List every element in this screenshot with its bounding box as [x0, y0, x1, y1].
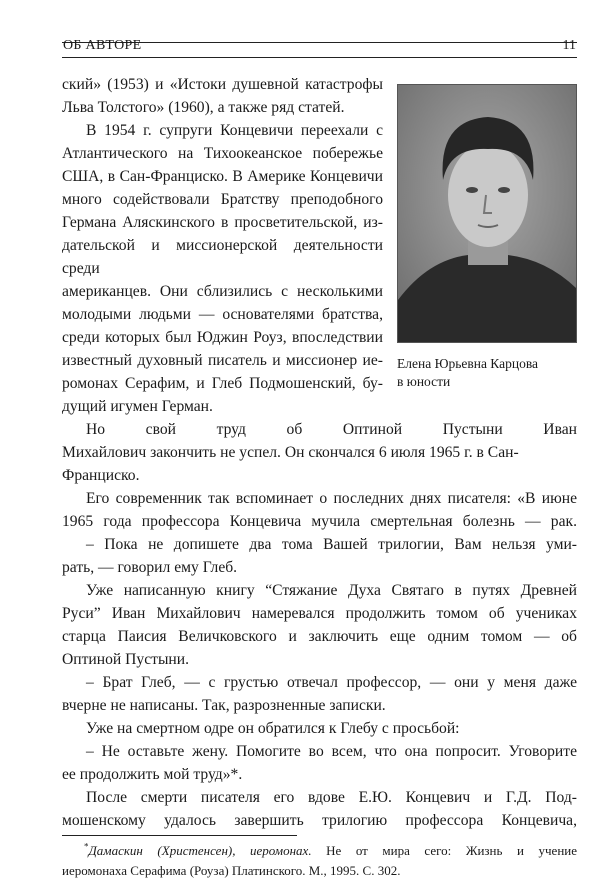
text-line: много содействовали Братству преподобного [62, 191, 383, 208]
text-line: дущий игумен Герман. [62, 398, 213, 415]
running-header-title: ОБ АВТОРЕ [63, 38, 142, 53]
text-line: известный духовный писатель и миссионер ие- [62, 352, 383, 369]
footnote-marker: * [84, 841, 89, 852]
text-line: Льва Толстого» (1960), а также ряд статей. [62, 99, 345, 116]
text-line: – Не оставьте жену. Помогите во всем, что она попросит. Уговорите [86, 743, 577, 760]
text-line: мошенскому удалось завершить трилогию профессора Концевича, [62, 812, 577, 829]
photo-caption [397, 355, 577, 391]
footnote-author: Дамаскин (Христенсен), иеромонах. [88, 843, 312, 858]
text-line: 1965 года профессора Концевича мучила смертельная болезнь — рак. [62, 513, 577, 530]
page-number: 11 [562, 38, 576, 53]
text-line: ский» (1953) и «Истоки душевной катастрофы [62, 76, 383, 93]
portrait-image [398, 85, 577, 343]
text-line: Его современник так вспоминает о последних днях писателя: «В июне [86, 490, 577, 507]
caption-line: Елена Юрьевна Карцова [397, 356, 539, 371]
text-line: США, в Сан-Франциско. В Америке Концевичи [62, 168, 383, 185]
text-line: среди которых был Юджин Роуз, впоследствии [62, 329, 383, 346]
text-line: Уже написанную книгу “Стяжание Духа Святаго в путях Древней [86, 582, 577, 599]
text-line: Франциско. [62, 467, 140, 484]
caption-line: в юности [397, 374, 451, 389]
text-line: рать, — говорил ему Глеб. [62, 559, 238, 576]
text-line: Михайлович закончить не успел. Он скончался 6 июля 1965 г. в Сан- [62, 444, 519, 461]
text-line: Но свой труд об Оптиной Пустыни Иван [86, 421, 577, 438]
text-line: После смерти писателя его вдове Е.Ю. Концевич и Г.Д. Под- [86, 789, 577, 806]
text-line: Оптиной Пустыни. [62, 651, 190, 668]
text-line: В 1954 г. супруги Концевичи переехали с [86, 122, 383, 139]
header-bottom-rule [62, 57, 577, 58]
text-line: старца Паисия Величковского и заключить еще одним томом — об [62, 628, 577, 645]
text-line: Германа Аляскинского в просветительской, из- [62, 214, 383, 231]
text-line: вчерне не написаны. Так, разрозненные записки. [62, 697, 386, 714]
text-line: дательской и миссионерской деятельности среди [62, 237, 383, 277]
footnote-rule [62, 835, 297, 836]
portrait-photo [397, 84, 577, 343]
text-line: американцев. Они сблизились с несколькими [62, 283, 383, 300]
text-line: – Пока не допишете два тома Вашей трилогии, Вам нельзя уми- [86, 536, 577, 553]
text-line: ее продолжить мой труд»*. [62, 766, 243, 783]
text-line: ромонах Серафим, и Глеб Подмошенский, бу- [62, 375, 383, 392]
main-text-column [62, 73, 577, 881]
footnote-title: Не от мира сего: Жизнь и учение [311, 843, 578, 858]
text-line: молодыми людьми — основателями братства, [62, 306, 383, 323]
footnote-line: иеромонаха Серафима (Роуза) Платинского. М., 1995. С. 302. [62, 863, 401, 878]
footnote [62, 841, 577, 881]
text-line: Атлантического на Тихоокеанское побережье [62, 145, 383, 162]
text-line: Уже на смертном одре он обратился к Глебу с просьбой: [86, 720, 460, 737]
text-line: – Брат Глеб, — с грустью отвечал профессор, — они у меня даже [86, 674, 577, 691]
photo-block [397, 73, 577, 418]
text-line: Руси” Иван Михайлович намеревался продолжить томом об учениках [62, 605, 577, 622]
body-text-full-width [62, 441, 577, 832]
